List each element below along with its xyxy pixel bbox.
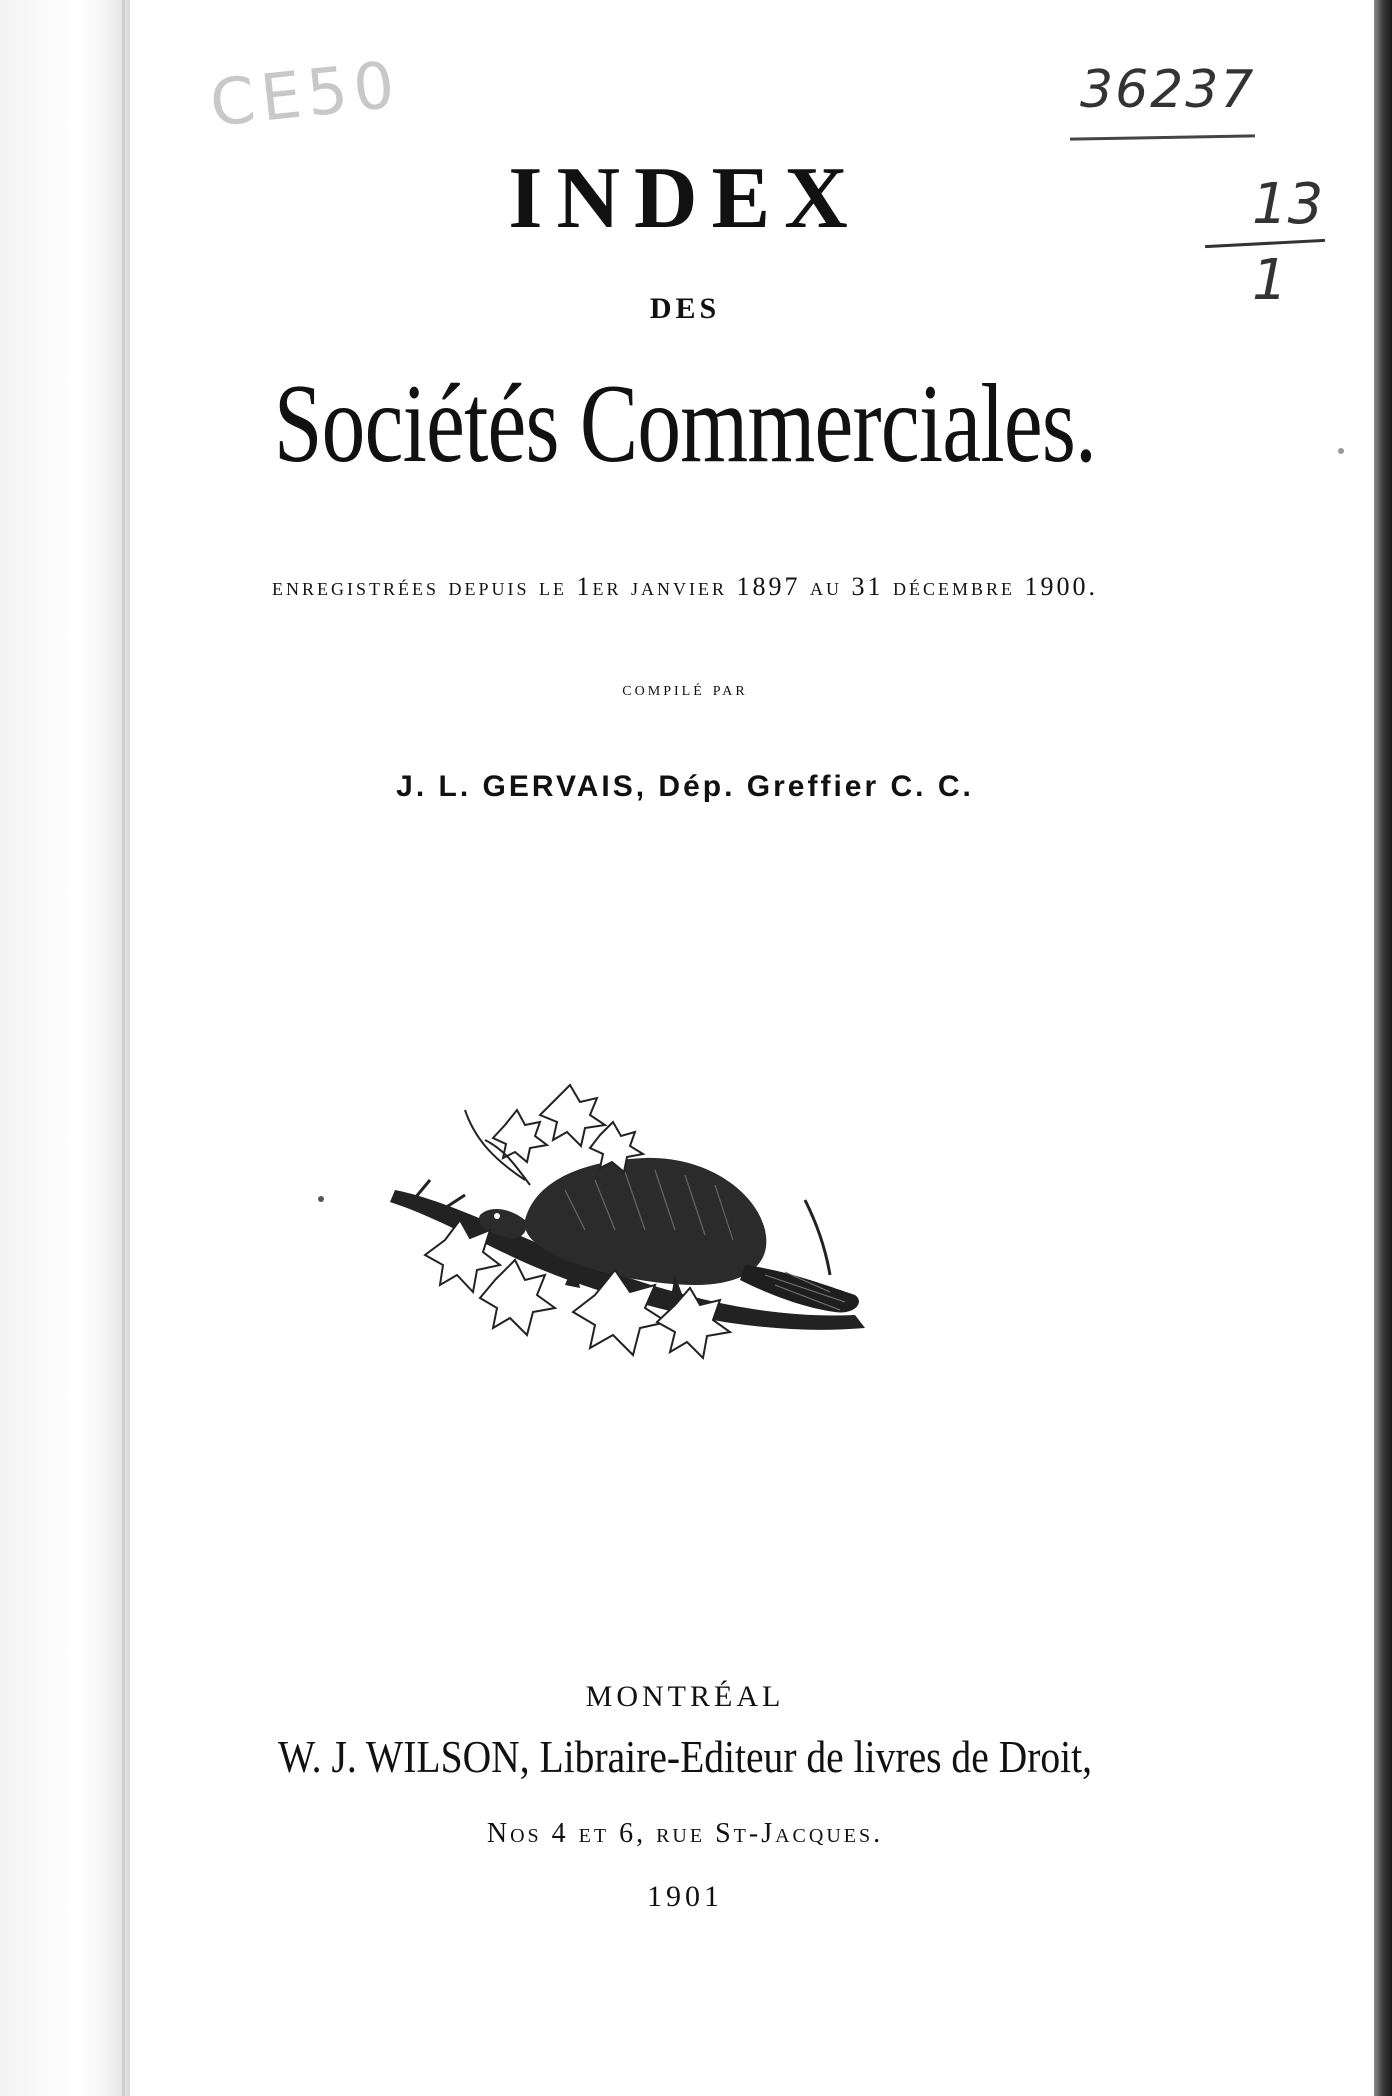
handwritten-fraction-bottom: 1	[1252, 248, 1288, 313]
handwritten-catalog-number: 36237	[1080, 60, 1256, 120]
ink-speck	[318, 1196, 324, 1202]
publisher-address: Nos 4 et 6, rue St-Jacques.	[486, 1818, 884, 1849]
ink-speck	[1338, 448, 1344, 454]
handwritten-fraction-top: 13	[1252, 172, 1324, 237]
title-des: DES	[649, 292, 721, 325]
compiled-by: compilé par	[622, 678, 748, 700]
city: MONTRÉAL	[585, 1680, 785, 1713]
beaver-on-log-engraving-icon	[385, 1080, 895, 1410]
handwritten-underline	[1070, 134, 1255, 140]
page-title: INDEX	[508, 150, 862, 247]
subtitle: enregistrées depuis le 1er janvier 1897 au 31 décembre 1900.	[271, 572, 1098, 601]
pencil-mark: CE50	[206, 48, 404, 142]
publisher: W. J. WILSON, Libraire-Editeur de livres de Droit,	[277, 1731, 1093, 1782]
book-gutter	[0, 0, 130, 2096]
main-title: Sociétés Commerciales.	[273, 362, 1097, 486]
gutter-line	[122, 0, 125, 2096]
author: J. L. GERVAIS, Dép. Greffier C. C.	[396, 770, 974, 803]
publication-year: 1901	[647, 1880, 723, 1913]
scan-edge	[1374, 0, 1392, 2096]
